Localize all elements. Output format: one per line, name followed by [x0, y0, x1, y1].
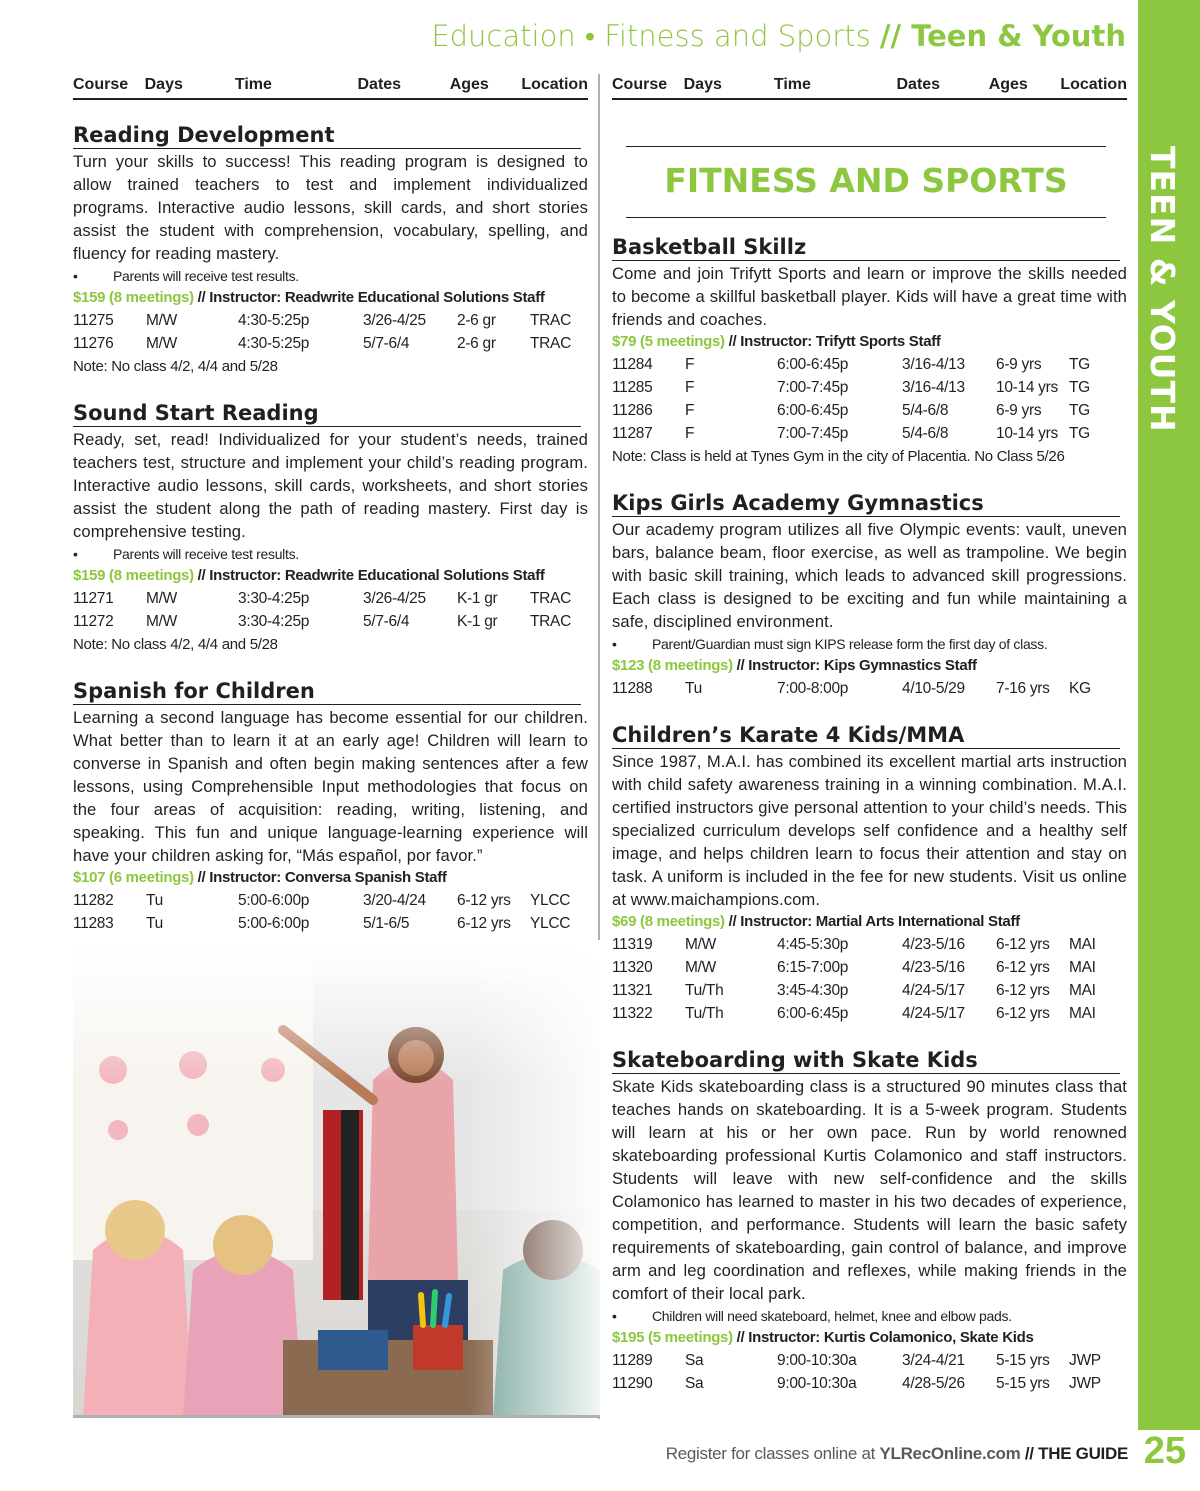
days: M/W — [685, 959, 716, 976]
time: 4:30-5:25p — [238, 335, 310, 352]
days: Tu — [146, 915, 163, 932]
class-row — [73, 889, 588, 912]
class-row — [612, 1002, 1127, 1025]
days: Tu — [146, 892, 163, 909]
ages: 6-9 yrs — [996, 402, 1042, 419]
class-row — [73, 332, 588, 355]
course-section — [73, 400, 588, 656]
course-instructor: // Instructor: Readwrite Educational Solutions Staff — [193, 289, 545, 306]
bullet-text: Children will need skateboard, helmet, knee and elbow pads. — [652, 1308, 1012, 1324]
bullet-text: Parent/Guardian must sign KIPS release form the first day of class. — [652, 636, 1048, 652]
course-number: 11319 — [612, 936, 653, 953]
ages: 6-12 yrs — [996, 959, 1050, 976]
course-number: 11275 — [73, 312, 114, 329]
price-line — [612, 911, 1127, 933]
time: 6:00-6:45p — [777, 402, 849, 419]
location: TG — [1069, 402, 1090, 419]
course-note: Note: Class is held at Tynes Gym in the city of Placentia. No Class 5/26 — [612, 448, 1065, 465]
ages: 6-12 yrs — [996, 982, 1050, 999]
ages: 6-12 yrs — [996, 1005, 1050, 1022]
location: TG — [1069, 379, 1090, 396]
location: KG — [1069, 680, 1091, 697]
course-number: 11289 — [612, 1352, 653, 1369]
course-instructor: // Instructor: Martial Arts International Staff — [724, 913, 1020, 930]
column-days: Days — [144, 76, 183, 93]
class-row — [612, 1372, 1127, 1395]
column-ages: Ages — [449, 76, 489, 93]
days: F — [685, 402, 695, 419]
price-line — [73, 287, 588, 309]
page-number: 25 — [1143, 1430, 1186, 1472]
bullet-icon: • — [73, 268, 78, 284]
price-line — [73, 867, 588, 889]
course-price: $195 (5 meetings) — [612, 1329, 733, 1346]
photo-fade-overlay — [73, 940, 600, 1415]
course-price: $159 (8 meetings) — [73, 567, 194, 584]
class-row — [612, 677, 1127, 700]
time: 6:00-6:45p — [777, 356, 849, 373]
course-title: Spanish for Children — [73, 678, 581, 705]
ages: 10-14 yrs — [996, 425, 1058, 442]
days: M/W — [146, 613, 177, 630]
course-number: 11288 — [612, 680, 653, 697]
header-slashes: // — [879, 19, 912, 53]
price-line — [612, 331, 1127, 353]
ages: 6-9 yrs — [996, 356, 1042, 373]
location: MAI — [1069, 982, 1096, 999]
footer-site-link[interactable]: YLRecOnline.com — [879, 1444, 1021, 1463]
class-row — [612, 933, 1127, 956]
course-instructor: // Instructor: Kurtis Colamonico, Skate Kids — [732, 1329, 1034, 1346]
course-price: $123 (8 meetings) — [612, 657, 733, 674]
ages: K-1 gr — [457, 613, 498, 630]
bullet-icon: • — [612, 636, 617, 652]
days: F — [685, 379, 695, 396]
course-description: Our academy program utilizes all five Olympic events: vault, uneven bars, balance beam, floor exercise, as well as trampoline. We begin with basic skill training, which leads to advanced skill progressions. Each class is designed to be exciting and fun while maintaining a safe, disciplined environment. — [612, 520, 1127, 631]
class-row — [612, 399, 1127, 422]
course-description: Learning a second language has become essential for our children. What better than to learn it at an early age! Children will learn to converse in Spanish and often begin making sentences after a few lessons, using Comprehensible Input methodologies that focus on the four areas of acquisition: reading, writing, listening, and speaking. This fun and unique language-learning experience will have your children asking for, “Más español, por favor.” — [73, 708, 588, 865]
dates: 5/1-6/5 — [363, 915, 410, 932]
bullet-icon: • — [612, 1308, 617, 1324]
course-instructor: // Instructor: Kips Gymnastics Staff — [732, 657, 977, 674]
ages: 5-15 yrs — [996, 1352, 1050, 1369]
course-instructor: // Instructor: Trifytt Sports Staff — [724, 333, 941, 350]
footer-register — [666, 1442, 1128, 1466]
column-dates: Dates — [357, 76, 402, 93]
column-location: Location — [521, 76, 588, 93]
price-line — [612, 655, 1127, 677]
header-section: Teen & Youth — [911, 19, 1126, 53]
column-location: Location — [1060, 76, 1127, 93]
time: 3:30-4:25p — [238, 590, 310, 607]
course-number: 11283 — [73, 915, 114, 932]
course-number: 11272 — [73, 613, 114, 630]
classroom-photo — [73, 940, 600, 1418]
header-categories: Education • Fitness and Sports — [431, 19, 880, 53]
class-row — [73, 309, 588, 332]
footer-guide: // THE GUIDE — [1020, 1444, 1128, 1463]
bullet-text: Parents will receive test results. — [113, 268, 299, 284]
time: 5:00-6:00p — [238, 915, 310, 932]
column-header-left — [73, 74, 588, 100]
left-column — [73, 122, 588, 957]
location: MAI — [1069, 936, 1096, 953]
column-time: Time — [234, 76, 272, 93]
course-description: Come and join Trifytt Sports and learn or improve the skills needed to become a skillful basketball player. Kids will have a great time with friends and coaches. — [612, 264, 1127, 329]
course-number: 11271 — [73, 590, 114, 607]
time: 3:30-4:25p — [238, 613, 310, 630]
location: YLCC — [530, 892, 571, 909]
course-description: Since 1987, M.A.I. has combined its excellent martial arts instruction with child safety awareness training in a winning combination. M.A.I. certified instructors give personal attention to your child’s needs. This specialized curriculum develops self confidence and a healthy self image, and helps children learn to focus their attention and stay on task. A uniform is included in the fee for new students. Visit us online at www.maichampions.com. — [612, 752, 1127, 909]
course-title: Basketball Skillz — [612, 234, 1120, 261]
time: 7:00-7:45p — [777, 379, 849, 396]
ages: 2-6 gr — [457, 335, 496, 352]
dates: 4/28-5/26 — [902, 1375, 965, 1392]
dates: 5/4-6/8 — [902, 425, 949, 442]
class-row — [612, 1349, 1127, 1372]
ages: 6-12 yrs — [457, 915, 511, 932]
class-row — [612, 979, 1127, 1002]
course-instructor: // Instructor: Readwrite Educational Solutions Staff — [193, 567, 545, 584]
dates: 3/26-4/25 — [363, 590, 426, 607]
course-number: 11284 — [612, 356, 653, 373]
location: MAI — [1069, 959, 1096, 976]
course-number: 11320 — [612, 959, 653, 976]
course-instructor: // Instructor: Conversa Spanish Staff — [193, 869, 447, 886]
ages: 6-12 yrs — [457, 892, 511, 909]
course-title: Children’s Karate 4 Kids/MMA — [612, 722, 1120, 749]
time: 4:45-5:30p — [777, 936, 849, 953]
banner-title: FITNESS AND SPORTS — [664, 161, 1068, 200]
course-number: 11286 — [612, 402, 653, 419]
course-title: Skateboarding with Skate Kids — [612, 1047, 1120, 1074]
price-line — [612, 1327, 1127, 1349]
course-description: Skate Kids skateboarding class is a structured 90 minutes class that teaches hands on skateboarding. It is a 5-week program. Students will learn at his or her own pace. Run by world renowned skateboarding professional Kurtis Colamonico and staff instructors. Students will leave with new self-confidence and the skills Colamonico has learned to master in his two decades of experience, competition, and performance. Students will learn the basic safety requirements of skateboarding, gain control of balance, and improve arm and leg coordination and reflexes, while making friends in the comfort of their local park. — [612, 1077, 1127, 1303]
dates: 3/16-4/13 — [902, 356, 965, 373]
dates: 5/4-6/8 — [902, 402, 949, 419]
dates: 4/10-5/29 — [902, 680, 965, 697]
course-title: Reading Development — [73, 122, 581, 149]
dates: 4/24-5/17 — [902, 982, 965, 999]
course-bullet — [73, 265, 588, 287]
location: JWP — [1069, 1352, 1101, 1369]
course-title: Sound Start Reading — [73, 400, 581, 427]
days: M/W — [685, 936, 716, 953]
class-row — [73, 587, 588, 610]
page-header — [431, 18, 1126, 54]
course-number: 11285 — [612, 379, 653, 396]
time: 4:30-5:25p — [238, 312, 310, 329]
course-number: 11321 — [612, 982, 653, 999]
side-tab-label: TEEN & YOUTH — [1143, 146, 1182, 433]
ages: 5-15 yrs — [996, 1375, 1050, 1392]
course-number: 11290 — [612, 1375, 653, 1392]
ages: 6-12 yrs — [996, 936, 1050, 953]
days: Tu/Th — [685, 982, 724, 999]
class-row — [73, 912, 588, 935]
ages: 10-14 yrs — [996, 379, 1058, 396]
location: TRAC — [530, 312, 571, 329]
dates: 5/7-6/4 — [363, 335, 410, 352]
dates: 3/26-4/25 — [363, 312, 426, 329]
course-section — [612, 1047, 1127, 1395]
days: F — [685, 425, 695, 442]
dates: 3/20-4/24 — [363, 892, 426, 909]
column-days: Days — [683, 76, 722, 93]
column-ages: Ages — [988, 76, 1028, 93]
location: TRAC — [530, 335, 571, 352]
course-section — [73, 122, 588, 378]
class-row — [612, 956, 1127, 979]
course-number: 11276 — [73, 335, 114, 352]
dates: 3/24-4/21 — [902, 1352, 965, 1369]
course-title: Kips Girls Academy Gymnastics — [612, 490, 1120, 517]
course-section — [612, 722, 1127, 1025]
course-note: Note: No class 4/2, 4/4 and 5/28 — [73, 358, 278, 375]
course-note: Note: No class 4/2, 4/4 and 5/28 — [73, 636, 278, 653]
course-bullet — [612, 633, 1127, 655]
dates: 4/23-5/16 — [902, 936, 965, 953]
days: M/W — [146, 590, 177, 607]
column-header-right — [612, 74, 1127, 100]
course-price: $69 (8 meetings) — [612, 913, 725, 930]
ages: 2-6 gr — [457, 312, 496, 329]
course-section — [612, 490, 1127, 700]
time: 7:00-8:00p — [777, 680, 849, 697]
course-price: $79 (5 meetings) — [612, 333, 725, 350]
right-column — [612, 234, 1127, 1417]
course-price: $159 (8 meetings) — [73, 289, 194, 306]
ages: 7-16 yrs — [996, 680, 1050, 697]
class-row — [612, 422, 1127, 445]
days: M/W — [146, 335, 177, 352]
course-section — [612, 234, 1127, 468]
days: F — [685, 356, 695, 373]
time: 9:00-10:30a — [777, 1352, 857, 1369]
fitness-sports-banner — [626, 146, 1106, 218]
column-course: Course — [73, 76, 129, 93]
class-row — [73, 610, 588, 633]
location: TRAC — [530, 613, 571, 630]
course-number: 11287 — [612, 425, 653, 442]
days: Tu — [685, 680, 702, 697]
column-dates: Dates — [896, 76, 941, 93]
course-price: $107 (6 meetings) — [73, 869, 194, 886]
course-number: 11282 — [73, 892, 114, 909]
course-bullet — [612, 1305, 1127, 1327]
location: TRAC — [530, 590, 571, 607]
ages: K-1 gr — [457, 590, 498, 607]
bullet-icon: • — [73, 546, 78, 562]
time: 6:00-6:45p — [777, 1005, 849, 1022]
days: Sa — [685, 1352, 704, 1369]
location: TG — [1069, 425, 1090, 442]
location: YLCC — [530, 915, 571, 932]
location: MAI — [1069, 1005, 1096, 1022]
footer-prefix: Register for classes online at — [665, 1444, 880, 1463]
location: TG — [1069, 356, 1090, 373]
dates: 4/23-5/16 — [902, 959, 965, 976]
course-bullet — [73, 543, 588, 565]
class-row — [612, 353, 1127, 376]
bullet-text: Parents will receive test results. — [113, 546, 299, 562]
price-line — [73, 565, 588, 587]
dates: 4/24-5/17 — [902, 1005, 965, 1022]
column-course: Course — [612, 76, 668, 93]
column-time: Time — [773, 76, 811, 93]
time: 6:15-7:00p — [777, 959, 849, 976]
days: Sa — [685, 1375, 704, 1392]
course-description: Ready, set, read! Individualized for your student’s needs, trained teachers test, structure and implement your child’s reading program. Interactive audio lessons, skill cards, worksheets, and short stories assist the student along the path of reading mastery. First day is comprehensive testing. — [73, 430, 588, 541]
time: 9:00-10:30a — [777, 1375, 857, 1392]
time: 7:00-7:45p — [777, 425, 849, 442]
course-number: 11322 — [612, 1005, 653, 1022]
days: M/W — [146, 312, 177, 329]
time: 5:00-6:00p — [238, 892, 310, 909]
time: 3:45-4:30p — [777, 982, 849, 999]
section-side-tab — [1138, 0, 1200, 1430]
dates: 3/16-4/13 — [902, 379, 965, 396]
class-row — [612, 376, 1127, 399]
course-description: Turn your skills to success! This reading program is designed to allow trained teachers to test and implement individualized programs. Interactive audio lessons, skill cards, and short stories assist the student with comprehension, vocabulary, spelling, and fluency for reading mastery. — [73, 152, 588, 263]
dates: 5/7-6/4 — [363, 613, 410, 630]
days: Tu/Th — [685, 1005, 724, 1022]
location: JWP — [1069, 1375, 1101, 1392]
course-section — [73, 678, 588, 935]
